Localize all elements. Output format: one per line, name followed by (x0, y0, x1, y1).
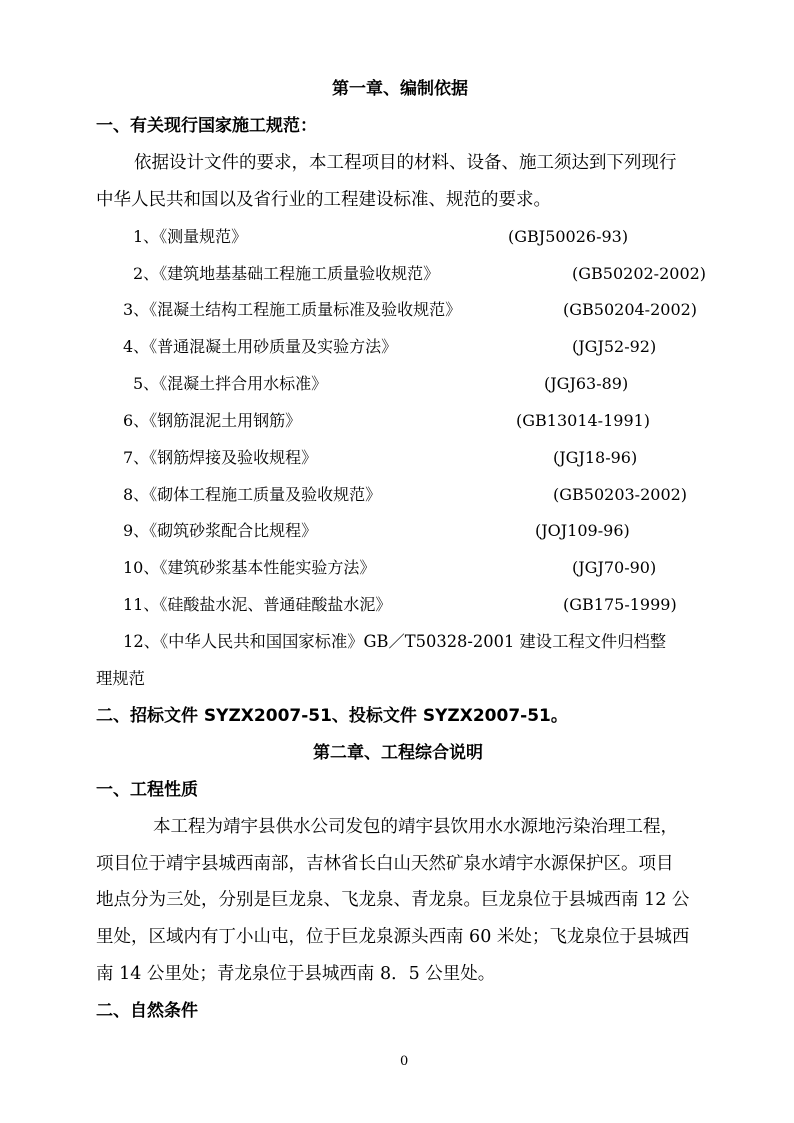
reference-title: 9、《砌筑砂浆配合比规程》 (123, 521, 318, 540)
reference-12-line-2: 理规范 (96, 669, 145, 688)
reference-title: 5、《混凝土拌合用水标准》 (133, 374, 328, 393)
reference-title: 3、《混凝土结构工程施工质量标准及验收规范》 (123, 300, 462, 319)
chapter1-title: 第一章、编制依据 (332, 79, 468, 99)
chapter2-title: 第二章、工程综合说明 (313, 743, 483, 763)
page-number: 0 (400, 1054, 409, 1069)
reference-code: (GB50204-2002) (563, 300, 698, 319)
reference-title: 11、《硅酸盐水泥、普通硅酸盐水泥》 (123, 595, 392, 614)
reference-title: 7、《钢筋焊接及验收规程》 (123, 448, 318, 467)
project-paragraph-line: 本工程为靖宇县供水公司发包的靖宇县饮用水水源地污染治理工程， (153, 817, 678, 837)
reference-title: 8、《砌体工程施工质量及验收规范》 (123, 485, 382, 504)
reference-code: (GB13014-1991) (516, 411, 651, 430)
reference-code: (JGJ18-96) (553, 448, 638, 467)
reference-title: 4、《普通混凝土用砂质量及实验方法》 (123, 337, 398, 356)
reference-12-line-1: 12、《中华人民共和国国家标准》GB／T50328-2001 建设工程文件归档整 (123, 632, 667, 651)
reference-title: 1、《测量规范》 (133, 227, 248, 246)
intro-paragraph-line-2: 中华人民共和国以及省行业的工程建设标准、规范的要求。 (96, 190, 551, 210)
section-heading-tender-documents: 二、招标文件 SYZX2007-51、投标文件 SYZX2007-51。 (96, 706, 568, 726)
section-heading-natural-conditions: 二、自然条件 (96, 1001, 198, 1021)
reference-code: (JOJ109-96) (535, 521, 630, 540)
reference-code: (JGJ63-89) (544, 374, 629, 393)
reference-title: 2、《建筑地基基础工程施工质量验收规范》 (133, 264, 440, 283)
project-paragraph-line: 项目位于靖宇县城西南部，吉林省长白山天然矿泉水靖宇水源保护区。项目 (96, 854, 674, 874)
reference-code: (GB175-1999) (563, 595, 677, 614)
intro-paragraph-line-1: 依据设计文件的要求，本工程项目的材料、设备、施工须达到下列现行 (134, 153, 677, 173)
reference-code: (JGJ70-90) (572, 558, 657, 577)
reference-title: 6、《钢筋混泥土用钢筋》 (123, 411, 302, 430)
project-paragraph-line: 地点分为三处，分别是巨龙泉、飞龙泉、青龙泉。巨龙泉位于县城西南 12 公 (96, 890, 690, 910)
reference-code: (GB50202-2002) (572, 264, 707, 283)
reference-code: (GB50203-2002) (553, 485, 688, 504)
project-paragraph-line: 南 14 公里处；青龙泉位于县城西南 8．5 公里处。 (96, 964, 496, 984)
project-paragraph-line: 里处，区域内有丁小山屯，位于巨龙泉源头西南 60 米处；飞龙泉位于县城西 (96, 927, 690, 947)
section-heading-project-nature: 一、工程性质 (96, 780, 198, 800)
reference-title: 10、《建筑砂浆基本性能实验方法》 (123, 558, 376, 577)
reference-code: (JGJ52-92) (572, 337, 657, 356)
reference-code: (GBJ50026-93) (508, 227, 629, 246)
section-heading-regulations: 一、有关现行国家施工规范： (96, 116, 317, 136)
